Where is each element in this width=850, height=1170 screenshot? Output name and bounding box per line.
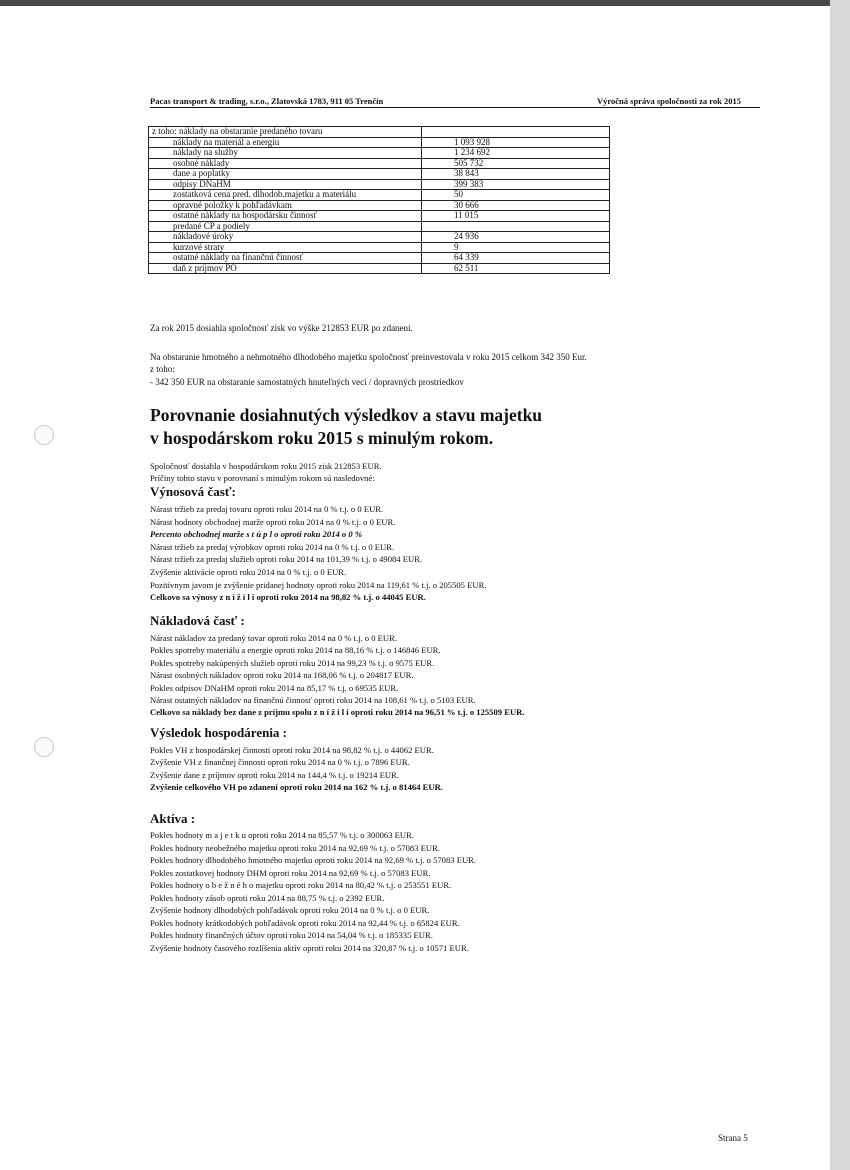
result-heading: Výsledok hospodárenia : [150,725,288,740]
cost-label: ostatné náklady na hospodársku činnosť [149,211,422,222]
assets-line: Pokles zostatkovej hodnoty DHM oproti roku 2014 na 92,69 % t.j. o 57083 EUR. [150,867,431,878]
revenue-line: Nárast tržieb za predaj služieb oproti roku 2014 na 101,39 % t.j. o 49084 EUR. [150,554,423,565]
cost-label: predané CP a podiely [149,221,422,232]
cost-table-row [149,211,610,222]
header-rule [150,107,760,108]
costs-line: Nárast osobných nákladov oproti roku 2014 na 168,06 % t.j. o 204817 EUR. [150,670,414,681]
comparison-title-line-1: Porovnanie dosiahnutých výsledkov a stavu majetku [150,405,543,425]
revenue-line: Celkovo sa výnosy z n í ž i l i oproti roku 2014 na 98,82 % t.j. o 44045 EUR. [150,592,426,603]
intro-line-1: Spoločnosť dosiahla v hospodárskom roku 2015 zisk 212853 EUR. [150,461,382,471]
cost-label: z toho: náklady na obstaranie predaného tovaru [149,127,422,138]
scan-right-edge [830,0,850,1170]
cost-table-row [149,179,610,190]
header-report-title: Výročná správa spoločnosti za rok 2015 [597,96,741,106]
assets-line: Pokles hodnoty m a j e t k u oproti roku 2014 na 85,57 % t.j. o 300063 EUR. [150,830,415,840]
cost-table-row [149,200,610,211]
assets-line: Zvýšenie hodnoty dlhodobých pohľadávok oproti roku 2014 na 0 % t.j. o 0 EUR. [150,905,430,915]
assets-line: Pokles hodnoty finančných účtov oproti roku 2014 na 54,04 % t.j. o 185335 EUR. [150,930,433,940]
revenue-line: Nárast tržieb za predaj tovaru oproti roku 2014 na 0 % t.j. o 0 EUR. [150,504,384,514]
cost-label: nákladové úroky [149,232,422,243]
cost-label: ostatné náklady na finančnú činnosť [149,253,422,264]
investment-statement: Na obstaranie hmotného a nehmotného dlhodobého majetku spoločnosť preinvestovala v roku 2015 celkom 342 350 Eur. [150,352,587,362]
assets-line: Pokles hodnoty neobežného majetku oproti roku 2014 na 92,69 % t.j. o 57083 EUR. [150,842,441,853]
cost-table-row [149,232,610,243]
result-line: Zvýšenie celkového VH po zdanení oproti roku 2014 na 162 % t.j. o 81464 EUR. [150,782,443,793]
intro-line-2: Príčiny tohto stavu v porovnaní s minulým rokom sú nasledovné: [150,473,375,483]
revenue-line: Nárast hodnoty obchodnej marže oproti roku 2014 na 0 % t.j. o 0 EUR. [150,516,396,527]
comparison-title-line-2: v hospodárskom roku 2015 s minulým rokom. [150,428,494,448]
cost-label: dane a poplatky [149,169,422,180]
costs-line: Nárast nákladov za predaný tovar oproti roku 2014 na 0 % t.j. o 0 EUR. [150,633,398,643]
costs-line: Nárast ostatných nákladov na finančnú činnosť oproti roku 2014 na 108,61 % t.j. o 5103 EUR. [150,695,476,705]
cost-value: 505 732 [422,158,610,169]
cost-value [422,127,610,138]
revenue-line: Zvýšenie aktivácie oproti roku 2014 na 0 % t.j. o 0 EUR. [150,567,347,577]
cost-value: 24 936 [422,232,610,243]
costs-line: Pokles spotreby nakúpených služieb oproti roku 2014 na 99,23 % t.j. o 9575 EUR. [150,657,435,668]
cost-label: náklady na materiál a energiu [149,137,422,148]
cost-table-row [149,169,610,180]
result-line: Pokles VH z hospodárskej činnosti oproti roku 2014 na 98,82 % t.j. o 44062 EUR. [150,745,434,755]
scan-top-edge [0,0,850,6]
assets-line: Zvýšenie hodnoty časového rozlíšenia aktív oproti roku 2014 na 320,87 % t.j. o 10571 EUR. [150,942,469,953]
assets-line: Pokles hodnoty zásob oproti roku 2014 na 88,75 % t.j. o 2392 EUR. [150,892,385,903]
cost-table-row [149,127,610,138]
cost-label: odpisy DNaHM [149,179,422,190]
cost-table-row [149,137,610,148]
punch-hole [34,737,54,757]
revenue-line: Percento obchodnej marže s t ú p l o oproti roku 2014 o 0 % [150,529,362,540]
cost-table-row [149,190,610,201]
cost-value: 38 843 [422,169,610,180]
cost-value: 1 234 692 [422,148,610,159]
header-company: Pacas transport & trading, s.r.o., Zlatovská 1783, 911 05 Trenčín [150,96,384,106]
cost-label: zostatková cena pred. dlhodob.majetku a materiálu [149,190,422,201]
costs-line: Pokles odpisov DNaHM oproti roku 2014 na 85,17 % t.j. o 69535 EUR. [150,682,399,693]
cost-table [148,126,610,274]
punch-hole [34,425,54,445]
assets-line: Pokles hodnoty o b e ž n é h o majetku oproti roku 2014 na 80,42 % t.j. o 253551 EUR. [150,880,452,890]
cost-value: 1 093 928 [422,137,610,148]
cost-label: daň z príjmov PO [149,263,422,274]
cost-table-row [149,158,610,169]
assets-line: Pokles hodnoty dlhodobého hmotného majetku oproti roku 2014 na 92,69 % t.j. o 57083 EUR. [150,855,477,865]
assets-line: Pokles hodnoty krátkodobých pohľadávok oproti roku 2014 na 92,44 % t.j. o 65824 EUR. [150,917,460,928]
costs-line: Celkovo sa náklady bez dane z príjmu spolu z n í ž i l i oproti roku 2014 na 96,51 % t.j. o 125509 EUR. [150,707,525,718]
cost-value: 30 666 [422,200,610,211]
cost-value: 62 511 [422,263,610,274]
cost-label: kurzové straty [149,242,422,253]
assets-heading: Aktíva : [150,811,196,826]
cost-table-row [149,242,610,253]
cost-label: opravné položky k pohľadávkam [149,200,422,211]
cost-value: 9 [422,242,610,253]
cost-table-row [149,148,610,159]
cost-value: 11 015 [422,211,610,222]
result-line: Zvýšenie dane z príjmov oproti roku 2014 na 144,4 % t.j. o 19214 EUR. [150,769,399,780]
revenue-line: Nárast tržieb za predaj výrobkov oproti roku 2014 na 0 % t.j. o 0 EUR. [150,541,395,552]
revenue-heading: Výnosová časť: [150,484,236,499]
cost-table-row [149,221,610,232]
page-number: Strana 5 [718,1133,748,1143]
cost-value: 50 [422,190,610,201]
cost-value [422,221,610,232]
cost-label: osobné náklady [149,158,422,169]
revenue-line: Pozitívnym javom je zvýšenie pridanej hodnoty oproti roku 2014 na 119,61 % t.j. o 205505 EUR. [150,579,487,590]
investment-item: - 342 350 EUR na obstaranie samostatných hnuteľných vecí / dopravných prostriedkov [150,377,464,387]
cost-value: 64 339 [422,253,610,264]
cost-value: 399 383 [422,179,610,190]
profit-statement: Za rok 2015 dosiahla spoločnosť zisk vo výške 212853 EUR po zdanení. [150,323,413,333]
result-line: Zvýšenie VH z finančnej činnosti oproti roku 2014 na 0 % t.j. o 7896 EUR. [150,757,410,768]
cost-label: náklady na služby [149,148,422,159]
cost-table-row [149,263,610,274]
costs-heading: Nákladová časť : [150,613,245,628]
cost-table-row [149,253,610,264]
investment-ztoho: z toho: [150,364,175,374]
costs-line: Pokles spotreby materiálu a energie oproti roku 2014 na 88,16 % t.j. o 146846 EUR. [150,645,441,656]
